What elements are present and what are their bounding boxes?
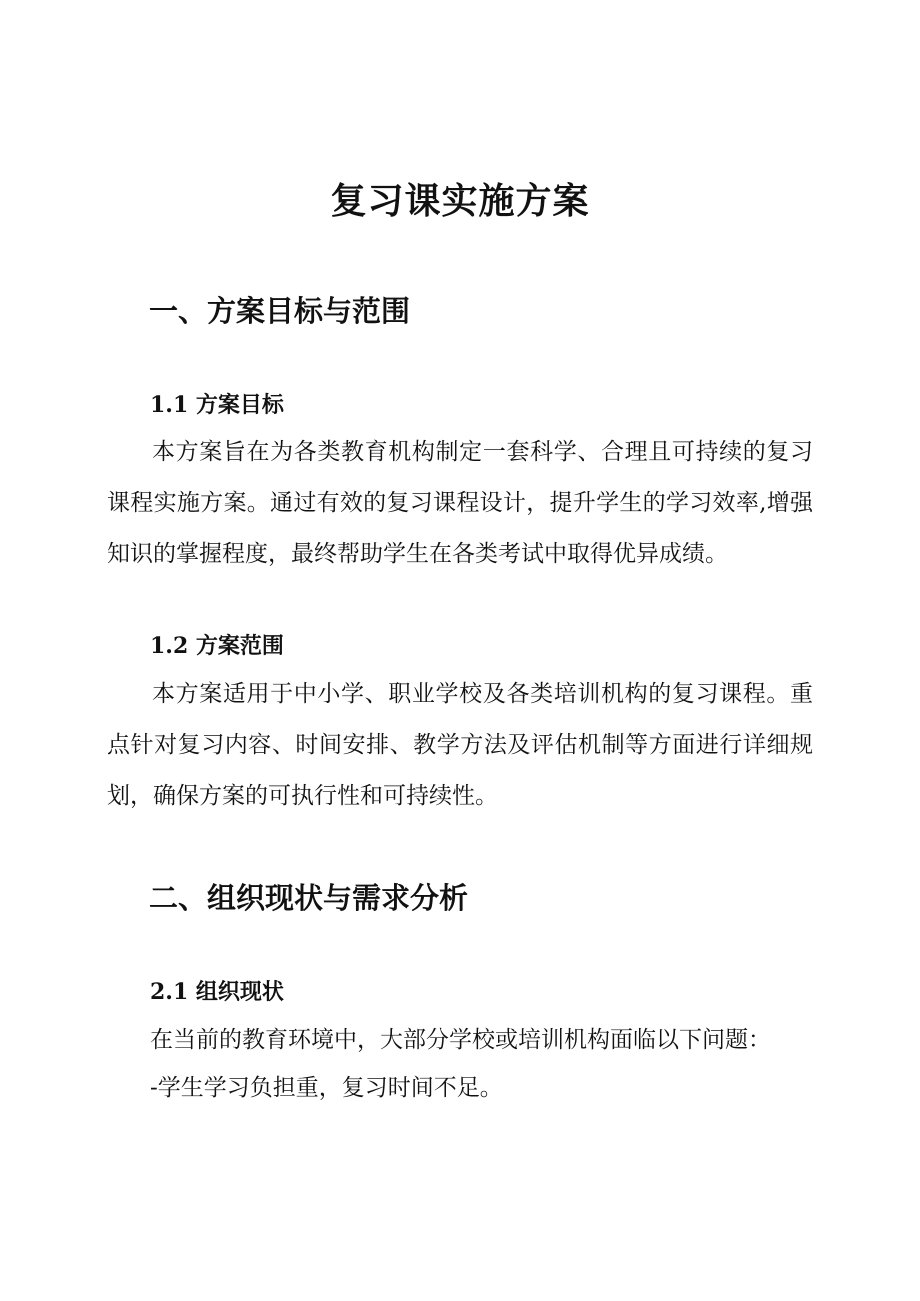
- subsection-heading-1-2: 1.2 方案范围: [150, 633, 284, 659]
- document-title: 复习课实施方案: [330, 181, 590, 222]
- paragraph-1-1: 本方案旨在为各类教育机构制定一套科学、合理且可持续的复习课程实施方案。通过有效的复习课程设计，提升学生的学习效率,增强知识的掌握程度，最终帮助学生在各类考试中取得优异成绩。: [107, 439, 813, 567]
- paragraph-1-2: 本方案适用于中小学、职业学校及各类培训机构的复习课程。重点针对复习内容、时间安排、教学方法及评估机制等方面进行详细规划，确保方案的可执行性和可持续性。: [107, 681, 813, 809]
- paragraph-2-1-intro: 在当前的教育环境中，大部分学校或培训机构面临以下问题：: [150, 1027, 771, 1053]
- section-heading-2: 二、组织现状与需求分析: [149, 881, 469, 915]
- subsection-heading-2-1: 2.1 组织现状: [150, 979, 284, 1005]
- list-item: -学生学习负担重，复习时间不足。: [150, 1075, 503, 1101]
- section-heading-1: 一、方案目标与范围: [149, 294, 411, 328]
- subsection-heading-1-1: 1.1 方案目标: [150, 392, 284, 418]
